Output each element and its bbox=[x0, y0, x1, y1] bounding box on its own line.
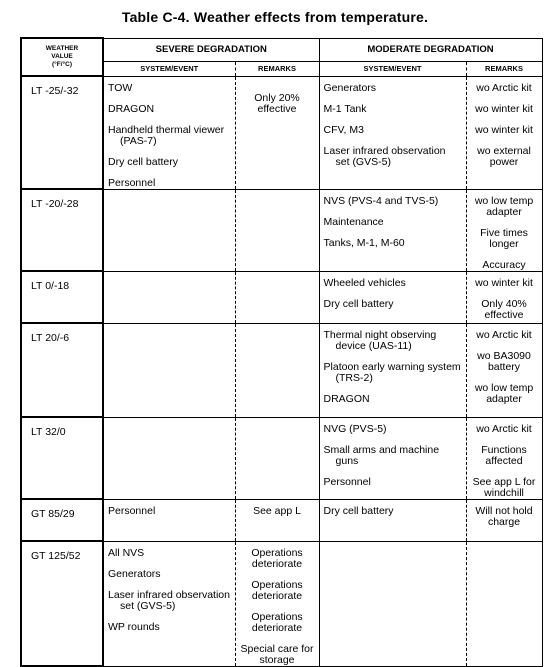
moderate-system-event-header: SYSTEM/EVENT bbox=[319, 61, 466, 76]
table-cell-item: Operations deteriorate bbox=[251, 578, 303, 602]
severe-remarks-header: REMARKS bbox=[235, 61, 319, 76]
moderate-remarks-cell bbox=[466, 189, 542, 271]
severe-remarks-cell bbox=[235, 417, 319, 499]
table-cell-item: wo Arctic kit bbox=[476, 422, 532, 435]
severe-system-cell bbox=[103, 323, 235, 417]
table-cell-item: Will not hold charge bbox=[475, 504, 533, 528]
table-cell-item: wo Arctic kit bbox=[476, 328, 532, 341]
table-cell-item: See app L for windchill bbox=[472, 475, 536, 499]
table-cell-item: Dry cell battery bbox=[108, 155, 179, 168]
table-cell-item: See app L bbox=[253, 504, 301, 517]
table-cell-item: Operations deteriorate bbox=[251, 546, 303, 570]
weather-value-cell: LT -25/-32 bbox=[21, 76, 103, 189]
table-cell-item: Only 20% effective bbox=[254, 91, 300, 115]
table-cell-item: Handheld thermal viewer (PAS-7) bbox=[108, 123, 225, 147]
table-cell-item: Thermal night observing device (UAS-11) bbox=[323, 328, 437, 352]
table-cell-item: Only 40% effective bbox=[481, 297, 527, 321]
table-cell-item: Tanks, M-1, M-60 bbox=[323, 236, 405, 249]
moderate-system-cell bbox=[319, 189, 466, 271]
table-cell-item: Dry cell battery bbox=[323, 504, 394, 517]
table-cell-item: wo low temp adapter bbox=[474, 194, 534, 218]
moderate-system-cell bbox=[319, 271, 466, 323]
moderate-system-cell bbox=[319, 499, 466, 541]
moderate-remarks-cell bbox=[466, 541, 542, 666]
severe-degradation-header: SEVERE DEGRADATION bbox=[103, 38, 319, 61]
table-row bbox=[21, 541, 542, 666]
moderate-remarks-cell bbox=[466, 417, 542, 499]
weather-value-cell: LT -20/-28 bbox=[21, 189, 103, 271]
table-cell-item: TOW bbox=[108, 81, 133, 94]
table-row bbox=[21, 417, 542, 499]
table-cell-item: Maintenance bbox=[323, 215, 384, 228]
weather-value-cell: GT 125/52 bbox=[21, 541, 103, 666]
moderate-remarks-header: REMARKS bbox=[466, 61, 542, 76]
moderate-remarks-cell bbox=[466, 499, 542, 541]
weather-effects-table bbox=[20, 37, 543, 667]
table-cell-item: Five times longer bbox=[480, 226, 528, 250]
moderate-system-cell bbox=[319, 541, 466, 666]
table-cell-item: All NVS bbox=[108, 546, 145, 559]
weather-value-cell: LT 20/-6 bbox=[21, 323, 103, 417]
weather-value-header: WEATHER VALUE (°F/°C) bbox=[21, 38, 103, 76]
severe-system-cell bbox=[103, 541, 235, 666]
moderate-system-cell bbox=[319, 76, 466, 189]
severe-system-cell bbox=[103, 76, 235, 189]
table-cell-item: DRAGON bbox=[108, 102, 155, 115]
table-cell-item: Wheeled vehicles bbox=[323, 276, 406, 289]
table-cell-item: Accuracy bbox=[482, 258, 526, 271]
severe-remarks-cell bbox=[235, 189, 319, 271]
table-cell-item: Laser infrared observation set (GVS-5) bbox=[108, 588, 230, 612]
table-row bbox=[21, 189, 542, 271]
table-cell-item: wo winter kit bbox=[475, 276, 533, 289]
severe-system-cell bbox=[103, 189, 235, 271]
severe-system-cell bbox=[103, 417, 235, 499]
moderate-remarks-cell bbox=[466, 76, 542, 189]
table-title: Table C-4. Weather effects from temperature. bbox=[121, 9, 429, 25]
table-cell-item: wo winter kit bbox=[475, 102, 533, 115]
table-row bbox=[21, 323, 542, 417]
table-cell-item: wo low temp adapter bbox=[474, 381, 534, 405]
severe-remarks-cell bbox=[235, 323, 319, 417]
table-cell-item: wo winter kit bbox=[475, 123, 533, 136]
table-cell-item: NVG (PVS-5) bbox=[323, 422, 387, 435]
severe-system-event-header: SYSTEM/EVENT bbox=[103, 61, 235, 76]
table-row bbox=[21, 499, 542, 541]
moderate-remarks-cell bbox=[466, 323, 542, 417]
table-cell-item: Small arms and machine guns bbox=[323, 443, 440, 467]
severe-system-cell bbox=[103, 499, 235, 541]
table-cell-item: Platoon early warning system (TRS-2) bbox=[323, 360, 461, 384]
table-cell-item: Laser infrared observation set (GVS-5) bbox=[323, 144, 446, 168]
severe-remarks-cell bbox=[235, 76, 319, 189]
table-cell-item: M-1 Tank bbox=[323, 102, 367, 115]
table-cell-item: Operations deteriorate bbox=[251, 610, 303, 634]
table-cell-item: CFV, M3 bbox=[323, 123, 364, 136]
table-cell-item: NVS (PVS-4 and TVS-5) bbox=[323, 194, 439, 207]
table-cell-item: wo external power bbox=[477, 144, 531, 168]
table-body bbox=[21, 76, 542, 666]
table-cell-item: Dry cell battery bbox=[323, 297, 394, 310]
table-row bbox=[21, 76, 542, 189]
table-cell-item: wo BA3090 battery bbox=[477, 349, 531, 373]
table-cell-item: Functions affected bbox=[481, 443, 527, 467]
severe-remarks-cell bbox=[235, 541, 319, 666]
severe-remarks-cell bbox=[235, 271, 319, 323]
moderate-degradation-header: MODERATE DEGRADATION bbox=[319, 38, 542, 61]
table-cell-item: Personnel bbox=[108, 176, 156, 189]
table-cell-item: wo Arctic kit bbox=[476, 81, 532, 94]
table-cell-item: Special care for storage bbox=[240, 642, 314, 666]
table-cell-item: Personnel bbox=[108, 504, 156, 517]
severe-system-cell bbox=[103, 271, 235, 323]
moderate-remarks-cell bbox=[466, 271, 542, 323]
table-cell-item: WP rounds bbox=[108, 620, 160, 633]
weather-value-cell: LT 0/-18 bbox=[21, 271, 103, 323]
table-cell-item: Generators bbox=[323, 81, 377, 94]
table-cell-item: Personnel bbox=[323, 475, 371, 488]
severe-remarks-cell bbox=[235, 499, 319, 541]
table-row bbox=[21, 271, 542, 323]
moderate-system-cell bbox=[319, 323, 466, 417]
table-cell-item: Generators bbox=[108, 567, 161, 580]
moderate-system-cell bbox=[319, 417, 466, 499]
weather-value-cell: LT 32/0 bbox=[21, 417, 103, 499]
weather-value-cell: GT 85/29 bbox=[21, 499, 103, 541]
table-cell-item: DRAGON bbox=[323, 392, 370, 405]
